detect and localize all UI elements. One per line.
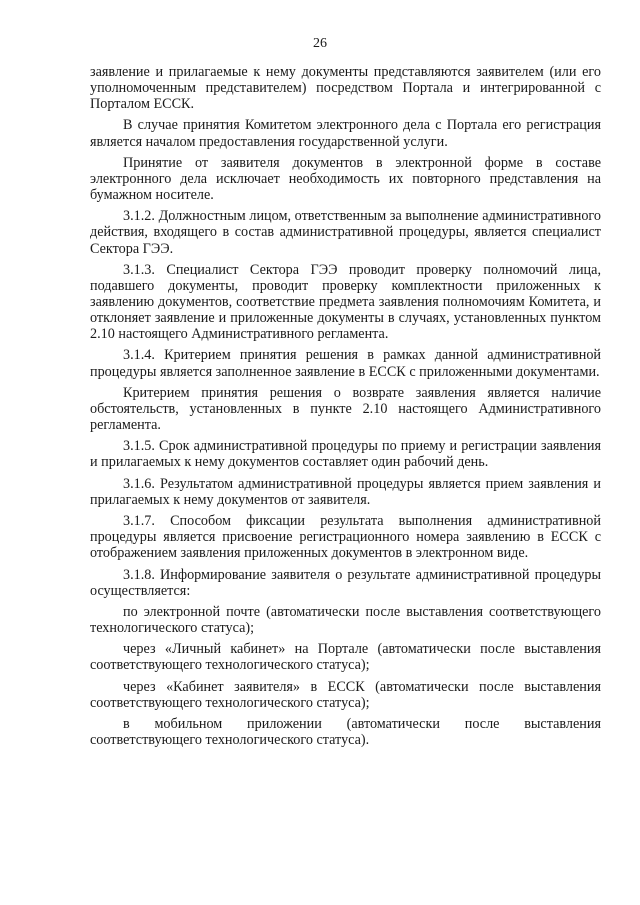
list-item: через «Кабинет заявителя» в ЕССК (автоматически после выставления соответствующего технологического статуса);: [90, 678, 601, 711]
paragraph: Принятие от заявителя документов в электронной форме в составе электронного дела исключает необходимость их повторного представления на бумажном носителе.: [90, 154, 601, 204]
page-number: 26: [313, 36, 327, 51]
paragraph: Критерием принятия решения о возврате заявления является наличие обстоятельств, установленных в пункте 2.10 настоящего Административного регламента.: [90, 384, 601, 433]
paragraph: В случае принятия Комитетом электронного дела с Портала его регистрация является началом предоставления государственной услуги.: [90, 117, 601, 150]
paragraph: 3.1.3. Специалист Сектора ГЭЭ проводит проверку полномочий лица, подавшего документы, проводит проверку комплектности приложенных к заявлению документов, соответствие предмета заявления полномочиям Комитета, и отклоняет заявление и приложенные документы в случаях, установленных пунктом 2.10 настоящего Административного регламента.: [90, 261, 601, 343]
paragraph: 3.1.5. Срок административной процедуры по приему и регистрации заявления и прилагаемых к нему документов составляет один рабочий день.: [90, 438, 601, 471]
paragraph: 3.1.7. Способом фиксации результата выполнения административной процедуры является присвоение регистрационного номера заявлению в ЕССК с отображением заявления приложенных документов в электронном виде.: [90, 513, 601, 562]
document-body: [90, 64, 601, 753]
paragraph-continuation: заявление и прилагаемые к нему документы представляются заявителем (или его уполномоченным представителем) посредством Портала и интегрированной с Порталом ЕССК.: [90, 64, 601, 113]
list-item: по электронной почте (автоматически после выставления соответствующего технологического статуса);: [90, 603, 601, 636]
paragraph: 3.1.6. Результатом административной процедуры является прием заявления и прилагаемых к нему документов от заявителя.: [90, 475, 601, 508]
list-item: через «Личный кабинет» на Портале (автоматически после выставления соответствующего технологического статуса);: [90, 641, 601, 674]
paragraph: 3.1.4. Критерием принятия решения в рамках данной административной процедуры является заполненное заявление в ЕССК с приложенными документами.: [90, 347, 601, 380]
list-item: в мобильном приложении (автоматически после выставления соответствующего технологического статуса).: [90, 716, 601, 749]
paragraph: 3.1.2. Должностным лицом, ответственным за выполнение административного действия, входящего в состав административной процедуры, является специалист Сектора ГЭЭ.: [90, 208, 601, 257]
paragraph: 3.1.8. Информирование заявителя о результате административной процедуры осуществляется:: [90, 566, 601, 599]
